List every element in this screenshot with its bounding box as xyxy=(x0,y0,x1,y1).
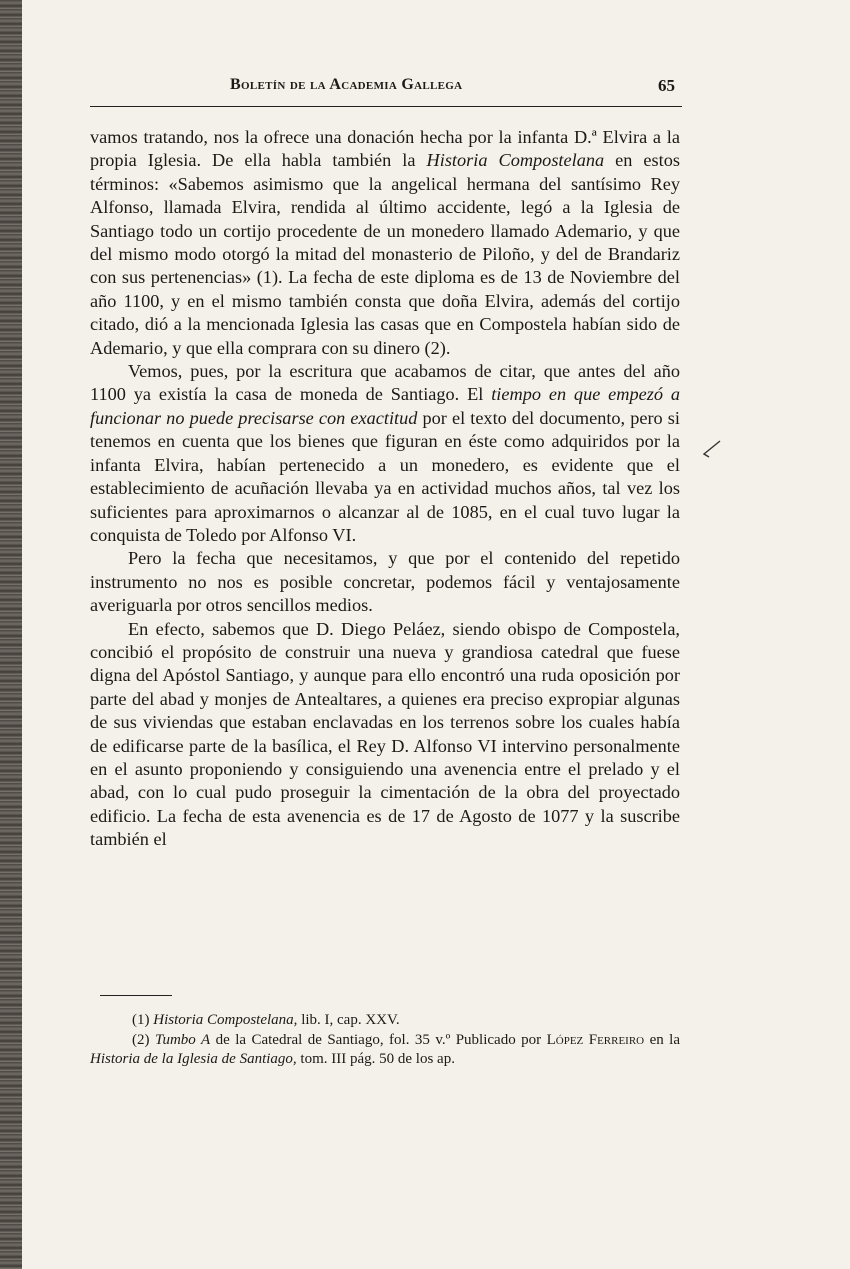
binding-edge xyxy=(0,0,22,1269)
paragraph-4: En efecto, sabemos que D. Diego Peláez, siendo obispo de Compostela, concibió el propósito de construir una nueva y grandiosa catedral que fuese digna del Apóstol Santiago, y aunque para ello encontró una ruda oposición por parte del abad y monjes de Antealtares, a quienes era preciso expropiar algunas de sus viviendas que estaban enclavadas en los terrenos sobre los cuales había de edificarse parte de la basílica, el Rey D. Alfonso VI intervino personalmente en el asunto proponiendo y consiguiendo una avenencia entre el prelado y el abad, con lo cual pudo proseguir la cimentación de la obra del proyectado edificio. La fecha de esta avenencia es de 17 de Agosto de 1077 y la suscribe también el xyxy=(90,618,680,850)
page-number: 65 xyxy=(658,76,675,95)
footnote-2: (2) Tumbo A de la Catedral de Santiago, fol. 35 v.º Publicado por López Ferreiro en la Historia de la Iglesia de Santiago, tom. III pág. 50 de los ap. xyxy=(90,1031,681,1067)
paragraph-2: Vemos, pues, por la escritura que acabamos de citar, que antes del año 1100 ya existía la casa de moneda de Santiago. El tiempo en que empezó a funcionar no puede precisarse con exactitud por el texto del documento, pero si tenemos en cuenta que los bienes que figuran en éste como adquiridos por la infanta Elvira, habían pertenecido a un monedero, es evidente que el establecimiento de acuñación llevaba ya en actividad muchos años, tal vez los suficientes para aproximarnos o alcanzar al de 1085, en el cual tuvo lugar la conquista de Toledo por Alfonso VI. xyxy=(90,361,681,545)
body-text xyxy=(90,126,680,852)
running-head xyxy=(90,76,685,100)
footnote-1: (1) Historia Compostelana, lib. I, cap. XXV. xyxy=(132,1012,400,1028)
book-page xyxy=(90,0,685,1269)
work-title: Historia Compostelana xyxy=(426,150,605,171)
paragraph-1: vamos tratando, nos la ofrece una donación hecha por la infanta D.ª Elvira a la propia Iglesia. De ella habla también la Historia Compostelana en estos términos: «Sabemos asimismo que la angelical hermana del santísimo Rey Alfonso, llamada Elvira, rendida al último accidente, legó a la Iglesia de Santiago todo un cortijo procedente de un monedero llamado Ademario, y que del mismo modo otorgó la mitad del monasterio de Piloño, y del de Brandariz con sus pertenencias» (1). La fecha de este diploma es de 13 de Noviembre del año 1100, y en el mismo también consta que doña Elvira, además del cortijo citado, dió a la mencionada Iglesia las casas que en Compostela habían sido de Ademario, y que ella comprara con su dinero (2). xyxy=(90,127,680,358)
italic-phrase: tiempo en que empezó a funcionar no puede precisarse con exactitud xyxy=(90,384,681,428)
pencil-mark-icon xyxy=(700,438,722,460)
paragraph-3: Pero la fecha que necesitamos, y que por el contenido del repetido instrumento no nos es posible concretar, podemos fácil y ventajosamente averiguarla por otros sencillos medios. xyxy=(90,548,680,616)
footnotes xyxy=(90,1011,680,1070)
journal-title: Boletín de la Academia Gallega xyxy=(230,76,463,93)
header-rule xyxy=(90,106,682,107)
footnote-rule xyxy=(100,995,172,996)
